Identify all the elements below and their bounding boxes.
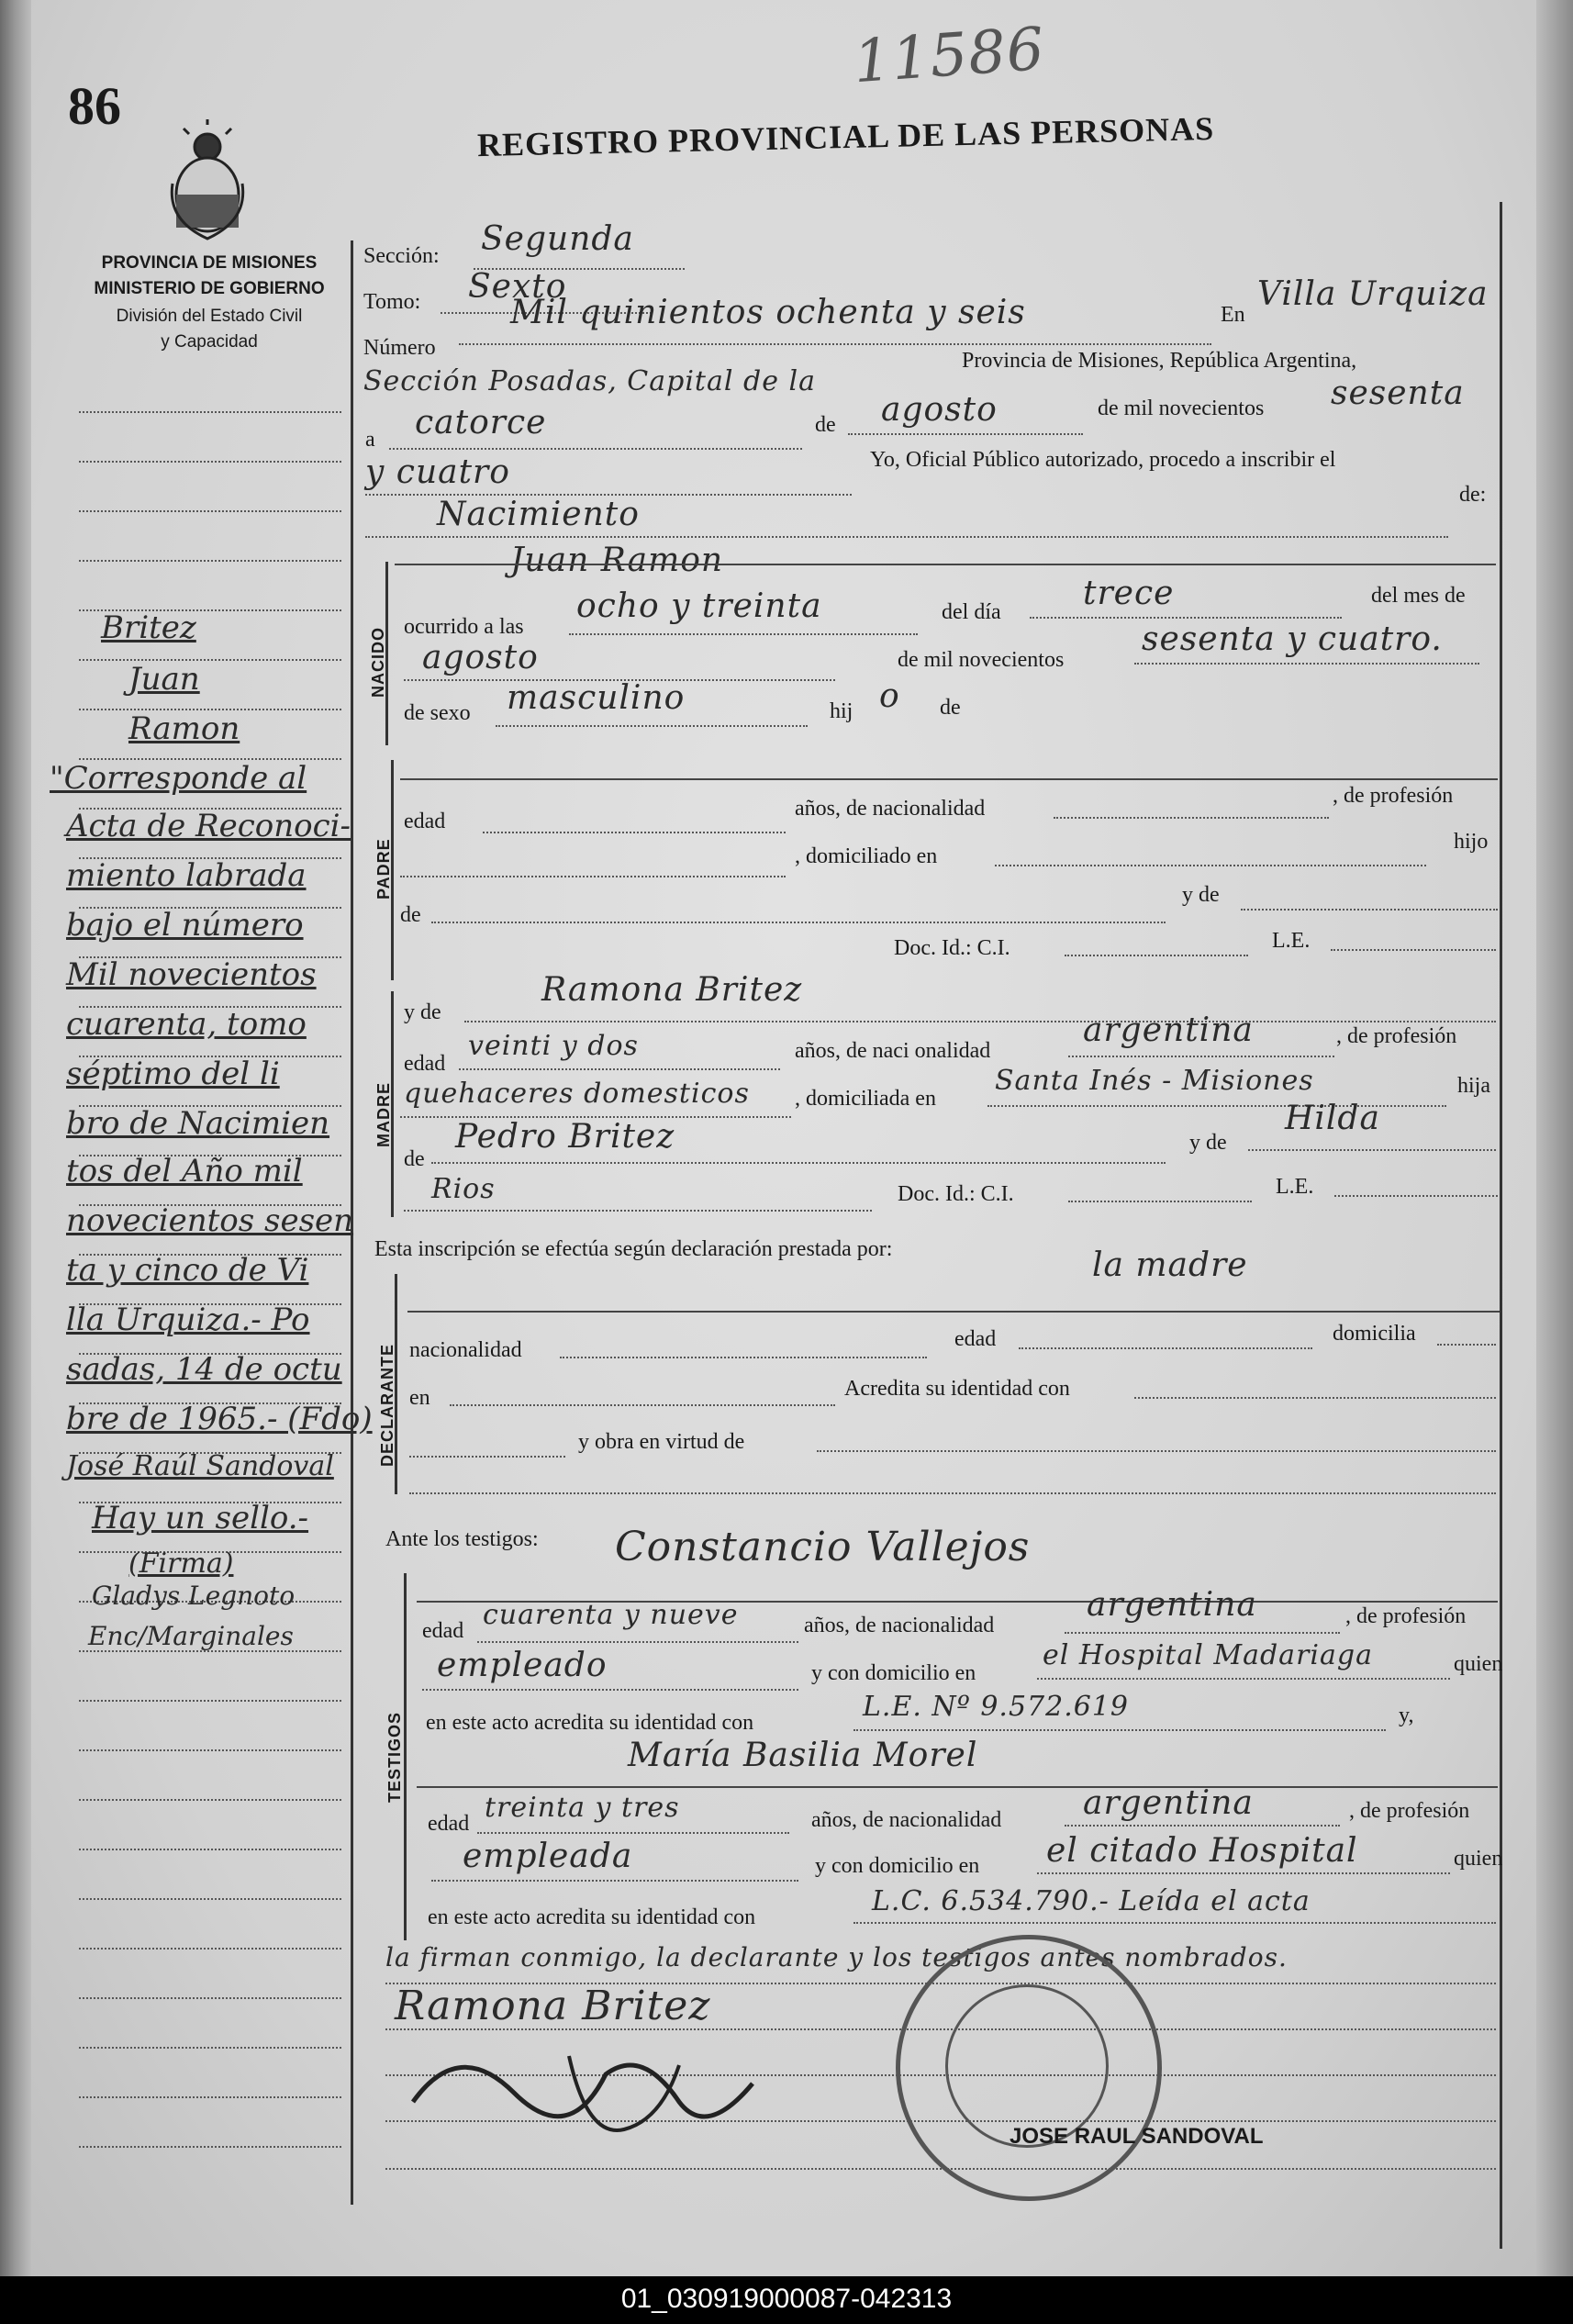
margin-line: Acta de Reconoci- — [66, 808, 351, 844]
field-line — [496, 725, 808, 727]
madre-dom-label: , domiciliada en — [795, 1087, 936, 1111]
field-line — [431, 1162, 1166, 1164]
padre-yde-label: y de — [1182, 883, 1220, 907]
margin-line: ta y cinco de Vi — [66, 1252, 309, 1289]
t1-dom-value: el Hospital Madariaga — [1043, 1639, 1373, 1671]
hij-label: hij — [830, 699, 853, 723]
sexo-value: masculino — [507, 679, 686, 717]
margin-rule-line — [79, 2146, 341, 2148]
en-label: En — [1221, 303, 1245, 327]
margin-line: sadas, 14 de octu — [66, 1351, 342, 1388]
t2-edad-value: treinta y tres — [485, 1792, 680, 1824]
field-line — [395, 564, 1496, 565]
field-line — [1054, 817, 1329, 819]
margin-line: bre de 1965.- (Fdo) — [66, 1401, 373, 1437]
declarante-intro: Esta inscripción se efectúa según declaración prestada por: — [374, 1237, 893, 1261]
field-line — [853, 1922, 1496, 1924]
field-line — [817, 1450, 1496, 1452]
declarante-nombre: la madre — [1092, 1246, 1248, 1284]
field-line — [1241, 909, 1498, 911]
margin-rule-line — [79, 560, 341, 562]
book-binding — [0, 0, 31, 2276]
field-line — [477, 1641, 798, 1643]
field-line — [560, 1357, 927, 1358]
t1-acredita-label: en este acto acredita su identidad con — [426, 1711, 754, 1735]
page-number: 86 — [68, 76, 121, 136]
field-line — [1437, 1344, 1496, 1346]
padre-hijo-label: hijo — [1454, 830, 1489, 854]
madre-yde-label: y de — [404, 1000, 441, 1024]
seccion-value: Segunda — [481, 220, 634, 258]
field-line — [365, 536, 1448, 538]
del-mes-label: del mes de — [1371, 584, 1466, 608]
field-line — [407, 1311, 1500, 1313]
field-line — [1134, 663, 1479, 665]
mes-value: agosto — [881, 391, 998, 429]
t2-quien-label: quien — [1454, 1847, 1503, 1871]
declarante-obra-label: y obra en virtud de — [578, 1430, 745, 1454]
t2-prof-label: , de profesión — [1349, 1799, 1470, 1823]
t2-acredita-label: en este acto acredita su identidad con — [428, 1905, 756, 1929]
anio-nacido-value: sesenta y cuatro. — [1142, 620, 1443, 658]
padre-nac-label: años, de nacionalidad — [795, 797, 986, 821]
t2-dom-value: el citado Hospital — [1046, 1832, 1358, 1870]
declarante-edad-label: edad — [954, 1327, 997, 1351]
margin-line: bajo el número — [66, 907, 304, 944]
field-line — [422, 1689, 798, 1691]
madre-edad-value: veinti y dos — [468, 1030, 639, 1062]
margin-line: tos del Año mil — [66, 1153, 303, 1190]
field-line — [1068, 1056, 1334, 1057]
field-line — [450, 1404, 835, 1406]
padre-dom-label: , domiciliado en — [795, 844, 938, 868]
t2-doc-value: L.C. 6.534.790.- Leída el acta — [872, 1885, 1311, 1917]
field-line — [1331, 949, 1496, 951]
t2-edad-label: edad — [428, 1812, 470, 1836]
right-rule — [1500, 202, 1502, 2249]
field-line — [417, 1786, 1498, 1788]
margin-line: (Firma) — [128, 1547, 234, 1580]
madre-profesion-value: quehaceres domesticos — [404, 1078, 750, 1110]
place-value: Sección Posadas, Capital de la — [363, 365, 816, 397]
margin-rule-line — [79, 461, 341, 463]
madre-nac-label: años, de naci onalidad — [795, 1039, 991, 1063]
margin-line: lla Urquiza.- Po — [66, 1302, 310, 1338]
numero-label: Número — [363, 336, 436, 360]
authority-line4: y Capacidad — [161, 332, 258, 352]
testigos-side-label: TESTIGOS — [385, 1711, 404, 1803]
field-line — [1248, 1149, 1496, 1151]
nacido-de-label: de — [940, 696, 961, 720]
field-line — [400, 876, 786, 877]
anio2-value: y cuatro — [365, 453, 510, 491]
margin-rule-line — [79, 1749, 341, 1751]
tomo-label: Tomo: — [363, 290, 421, 314]
hij-value: o — [879, 677, 900, 715]
t1-nac-value: argentina — [1087, 1586, 1257, 1624]
ocurrido-label: ocurrido a las — [404, 615, 524, 639]
field-line — [995, 865, 1426, 866]
mother-signature: Ramona Britez — [395, 1983, 711, 2029]
margin-line: Juan — [128, 661, 200, 698]
t2-nac-value: argentina — [1083, 1784, 1254, 1822]
authority-line3: División del Estado Civil — [116, 307, 303, 326]
page-title: REGISTRO PROVINCIAL DE LAS PERSONAS — [476, 109, 1215, 164]
t1-prof-value: empleado — [437, 1647, 608, 1684]
hora-value: ocho y treinta — [576, 587, 822, 625]
coat-of-arms-icon — [163, 119, 251, 242]
field-line — [1065, 1632, 1340, 1634]
seccion-label: Sección: — [363, 244, 440, 268]
madre-madre-nombre: Hilda — [1285, 1100, 1380, 1137]
field-line — [464, 1021, 1496, 1022]
madre-domicilio-value: Santa Inés - Misiones — [995, 1065, 1314, 1097]
madre-doc-label: Doc. Id.: C.I. — [898, 1182, 1014, 1206]
margin-rule-line — [79, 1700, 341, 1702]
margin-rule-line — [79, 2047, 341, 2049]
madre-y-de-label: y de — [1189, 1131, 1227, 1155]
margin-rule-line — [79, 2096, 341, 2098]
t1-edad-label: edad — [422, 1619, 464, 1643]
field-line — [477, 1832, 789, 1834]
field-line — [459, 343, 1211, 345]
numero-value: Mil quinientos ochenta y seis — [510, 294, 1026, 331]
padre-de-label: de — [400, 903, 421, 927]
testigo2-nombre: María Basilia Morel — [628, 1737, 978, 1774]
margin-line: miento labrada — [66, 857, 307, 894]
margin-line: Enc/Marginales — [88, 1621, 294, 1651]
field-line — [459, 1068, 780, 1070]
t1-nac-label: años, de nacionalidad — [804, 1614, 995, 1637]
pencil-number: 11586 — [851, 15, 1047, 97]
t1-doc-value: L.E. Nº 9.572.619 — [863, 1691, 1130, 1723]
field-line — [1030, 617, 1342, 619]
field-line — [400, 778, 1498, 780]
en-value: Villa Urquiza — [1257, 275, 1489, 313]
tomo-value: Sexto — [468, 268, 567, 306]
field-line — [853, 1729, 1386, 1731]
t1-prof-label: , de profesión — [1345, 1604, 1467, 1628]
field-line — [1065, 955, 1248, 956]
margin-rule-line — [79, 411, 341, 413]
madre-prof-label: , de profesión — [1336, 1024, 1457, 1048]
field-line — [431, 1880, 798, 1882]
t1-dom-label: y con domicilio en — [811, 1661, 976, 1685]
field-line — [431, 922, 1166, 923]
field-line — [1134, 1397, 1496, 1399]
field-line — [1068, 1201, 1252, 1202]
field-line — [404, 1210, 872, 1212]
nacido-side-label: NACIDO — [369, 627, 387, 698]
provincia-text: Provincia de Misiones, República Argentina, — [962, 349, 1357, 373]
margin-rule-line — [79, 510, 341, 512]
field-line — [1334, 1195, 1498, 1197]
de-label: de — [815, 413, 836, 437]
authority-line2: MINISTERIO DE GOBIERNO — [94, 279, 325, 298]
testigo1-nombre: Constancio Vallejos — [615, 1524, 1031, 1570]
field-line — [409, 1456, 565, 1458]
anio-text: de mil novecientos — [1098, 397, 1265, 420]
margin-line: séptimo del li — [66, 1056, 280, 1092]
margin-line: bro de Nacimien — [66, 1105, 330, 1142]
field-line — [1037, 1872, 1450, 1874]
acto-value: Nacimiento — [437, 496, 640, 533]
field-line — [569, 633, 918, 635]
madre-de-label: de — [404, 1147, 425, 1171]
declarante-acredita-label: Acredita su identidad con — [844, 1377, 1070, 1401]
padre-side-label: PADRE — [374, 838, 393, 899]
madre-edad-label: edad — [404, 1052, 446, 1076]
margin-line: cuarenta, tomo — [66, 1006, 307, 1043]
testigos-intro: Ante los testigos: — [385, 1527, 539, 1551]
mes-nacido-value: agosto — [422, 639, 539, 676]
t1-quien-label: quien — [1454, 1652, 1503, 1676]
madre-nac-value: argentina — [1083, 1011, 1254, 1049]
field-line — [409, 1492, 1496, 1494]
t2-nac-label: años, de nacionalidad — [811, 1808, 1002, 1832]
dia-nacido-value: trece — [1083, 575, 1175, 612]
margin-line: Mil novecientos — [66, 956, 317, 993]
officer-name-stamp: JOSE RAUL SANDOVAL — [1010, 2124, 1264, 2149]
anio-value: sesenta — [1331, 374, 1465, 412]
padre-le-label: L.E. — [1272, 929, 1311, 953]
madre-side-label: MADRE — [374, 1082, 393, 1147]
field-line — [1037, 1678, 1450, 1680]
page-edge — [1536, 0, 1573, 2276]
sexo-label: de sexo — [404, 701, 471, 725]
declarante-nac-label: nacionalidad — [409, 1338, 522, 1362]
declarante-en-label: en — [409, 1386, 430, 1410]
a-label: a — [365, 428, 375, 452]
dia-value: catorce — [415, 404, 547, 441]
madre-nombre: Ramona Britez — [541, 971, 803, 1009]
t2-dom-label: y con domicilio en — [815, 1854, 980, 1878]
field-line — [848, 433, 1083, 435]
madre-le-label: L.E. — [1276, 1175, 1314, 1199]
del-dia-label: del día — [942, 600, 1001, 624]
authority-line1: PROVINCIA DE MISIONES — [101, 253, 318, 273]
margin-line: "Corresponde al — [50, 760, 307, 797]
field-line — [1065, 1825, 1340, 1827]
madre-hija-label: hija — [1457, 1074, 1490, 1098]
margin-line: Gladys Legnoto — [92, 1581, 296, 1611]
t2-prof-value: empleada — [463, 1838, 633, 1875]
oficial-text: Yo, Oficial Público autorizado, procedo a inscribir el — [870, 448, 1336, 472]
t1-edad-value: cuarenta y nueve — [483, 1599, 739, 1631]
margin-rule-line — [79, 1997, 341, 1999]
margin-line: Hay un sello.- — [92, 1500, 309, 1536]
field-line — [1019, 1347, 1312, 1349]
margin-rule-line — [79, 1849, 341, 1850]
officer-signature-scribble — [404, 2019, 771, 2148]
de-colon-label: de: — [1459, 483, 1487, 507]
t1-y-label: y, — [1399, 1704, 1414, 1727]
padre-edad-label: edad — [404, 810, 446, 833]
margin-rule-line — [79, 1799, 341, 1801]
madre-madre-apellido: Rios — [431, 1173, 496, 1205]
margin-line: Ramon — [128, 710, 240, 747]
padre-prof-label: , de profesión — [1333, 784, 1454, 808]
field-line — [389, 448, 802, 450]
padre-doc-label: Doc. Id.: C.I. — [894, 936, 1010, 960]
closing-text: la firman conmigo, la declarante y los testigos antes nombrados. — [385, 1942, 1288, 1972]
declarante-dom-label: domicilia — [1333, 1322, 1416, 1346]
margin-line: José Raúl Sandoval — [66, 1450, 334, 1482]
footer-document-id: 01_030919000087-042313 — [620, 2284, 953, 2314]
declarante-side-label: DECLARANTE — [378, 1344, 396, 1467]
nacido-nombre: Juan Ramon — [510, 542, 724, 579]
anio-nacido-label: de mil novecientos — [898, 648, 1065, 672]
margin-line: novecientos sesen — [66, 1202, 354, 1239]
margin-rule-line — [79, 1948, 341, 1950]
margin-rule-line — [79, 659, 341, 661]
margin-line: Britez — [101, 609, 196, 646]
field-line — [483, 832, 786, 833]
margin-rule-line — [79, 1898, 341, 1900]
madre-padre-nombre: Pedro Britez — [455, 1118, 675, 1156]
